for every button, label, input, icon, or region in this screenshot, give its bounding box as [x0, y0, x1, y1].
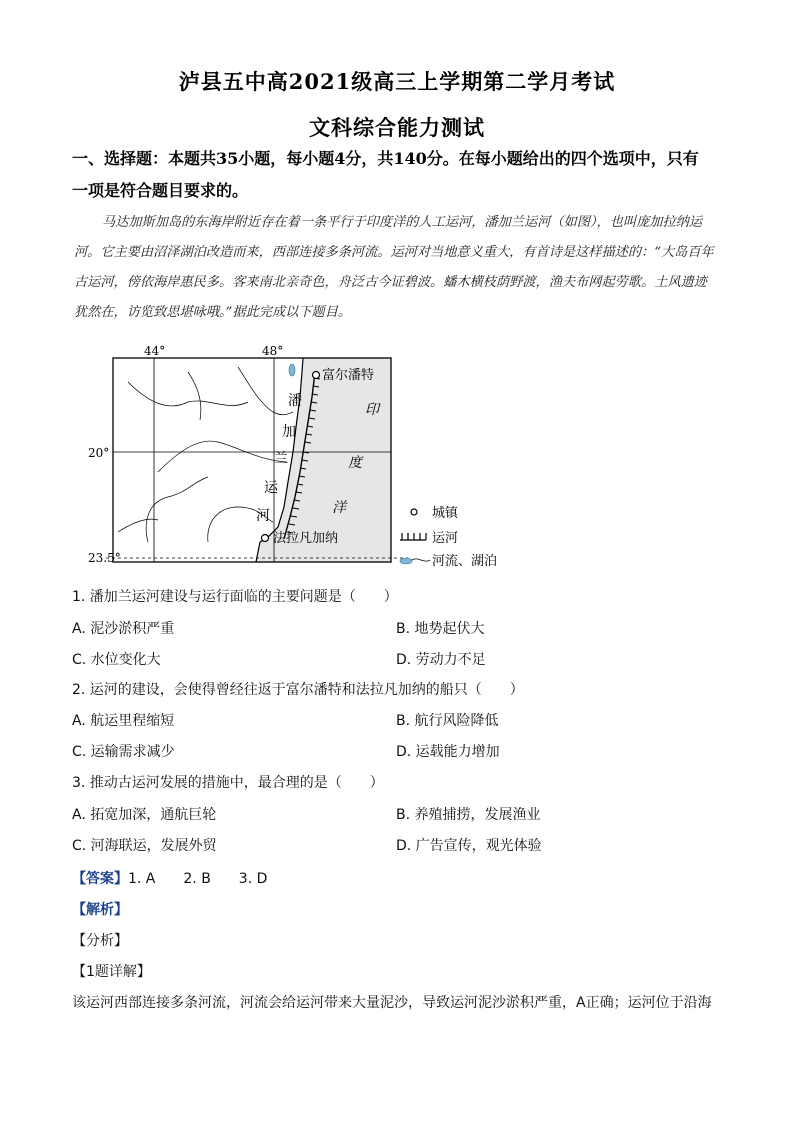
legend-canal-label: 运河: [432, 531, 459, 546]
q3-option-d[interactable]: D. 广告宣传，观光体验: [396, 838, 542, 854]
ocean-char-2: 度: [348, 455, 362, 471]
answer-values: 1. A 2. B 3. D: [128, 871, 268, 887]
exam-title: 泸县五中高2021级高三上学期第二学月考试: [178, 69, 616, 94]
q3-option-a[interactable]: A. 拓宽加深，通航巨轮: [72, 807, 217, 823]
town-north: [313, 372, 320, 379]
detail-label: 【1题详解】: [72, 964, 151, 980]
q1-option-b[interactable]: B. 地势起伏大: [396, 621, 485, 637]
q3-option-b[interactable]: B. 养殖捕捞，发展渔业: [396, 807, 541, 823]
ocean-char-1: 印: [365, 402, 379, 418]
analysis-sub-label: 【分析】: [72, 933, 128, 949]
legend-river-icon: [400, 558, 430, 564]
q2-option-a[interactable]: A. 航运里程缩短: [72, 713, 175, 729]
canal-char-4: 运: [264, 480, 278, 496]
question-3-stem: 3. 推动古运河发展的措施中，最合理的是（ ）: [72, 775, 384, 791]
lon-label-44: 44°: [144, 344, 166, 358]
q2-option-b[interactable]: B. 航行风险降低: [396, 713, 499, 729]
lat-label-20: 20°: [88, 446, 110, 460]
canal-char-2: 加: [282, 424, 296, 440]
analysis-label: 【解析】: [72, 902, 128, 918]
question-2-stem: 2. 运河的建设，会使得曾经往返于富尔潘特和法拉凡加纳的船只（ ）: [72, 682, 524, 698]
canal-char-3: 兰: [274, 451, 288, 467]
answer-label: 【答案】: [72, 871, 128, 887]
lat-label-23-5: 23.5°: [88, 551, 121, 565]
exam-subtitle: 文科综合能力测试: [309, 115, 485, 140]
question-1-stem: 1. 潘加兰运河建设与运行面临的主要问题是（ ）: [72, 589, 398, 605]
section-heading: [72, 143, 732, 207]
town-south: [262, 535, 269, 542]
city-label-north: 富尔潘特: [322, 368, 375, 383]
q1-option-a[interactable]: A. 泥沙淤积严重: [72, 621, 175, 637]
legend-town-icon: [411, 509, 417, 515]
answer-line: [72, 868, 267, 888]
legend-town-label: 城镇: [432, 506, 459, 521]
q1-option-c[interactable]: C. 水位变化大: [72, 652, 161, 668]
ocean-char-3: 洋: [332, 500, 346, 516]
legend-canal-icon: [400, 533, 426, 540]
lon-label-48: 48°: [262, 344, 284, 358]
city-label-south: 法拉凡加纳: [273, 531, 339, 546]
detail-text: 该运河西部连接多条河流，河流会给运河带来大量泥沙，导致运河泥沙淤积严重，A正确；运河位于沿海: [72, 995, 712, 1011]
canal-char-5: 河: [256, 508, 270, 524]
section-heading-line1: 一、选择题：本题共35小题，每小题4分，共140分。在每小题给出的四个选项中，只有: [72, 149, 699, 168]
q2-option-c[interactable]: C. 运输需求减少: [72, 744, 175, 760]
canal-map: [88, 342, 528, 577]
q1-option-d[interactable]: D. 劳动力不足: [396, 652, 486, 668]
section-heading-line2: 一项是符合题目要求的。: [72, 181, 249, 200]
q3-option-c[interactable]: C. 河海联运，发展外贸: [72, 838, 217, 854]
legend-river-label: 河流、湖泊: [432, 554, 498, 569]
q2-option-d[interactable]: D. 运载能力增加: [396, 744, 500, 760]
lake: [289, 364, 295, 376]
reading-passage: 马达加斯加岛的东海岸附近存在着一条平行于印度洋的人工运河，潘加兰运河（如图），也叫庞加拉纳运河。它主要由沼泽湖泊改造而来，西部连接多条河流。运河对当地意义重大，有首诗是这样描述的：“大岛百年古运河，傍依海岸惠民多。客来南北亲奇色，舟泛古今证碧波。蟠木横枝荫野渡，渔夫布网起劳歌。土风遗迹犹然在，访览致思堪咏哦。”据此完成以下题目。: [74, 215, 714, 320]
canal-char-1: 潘: [288, 393, 302, 409]
